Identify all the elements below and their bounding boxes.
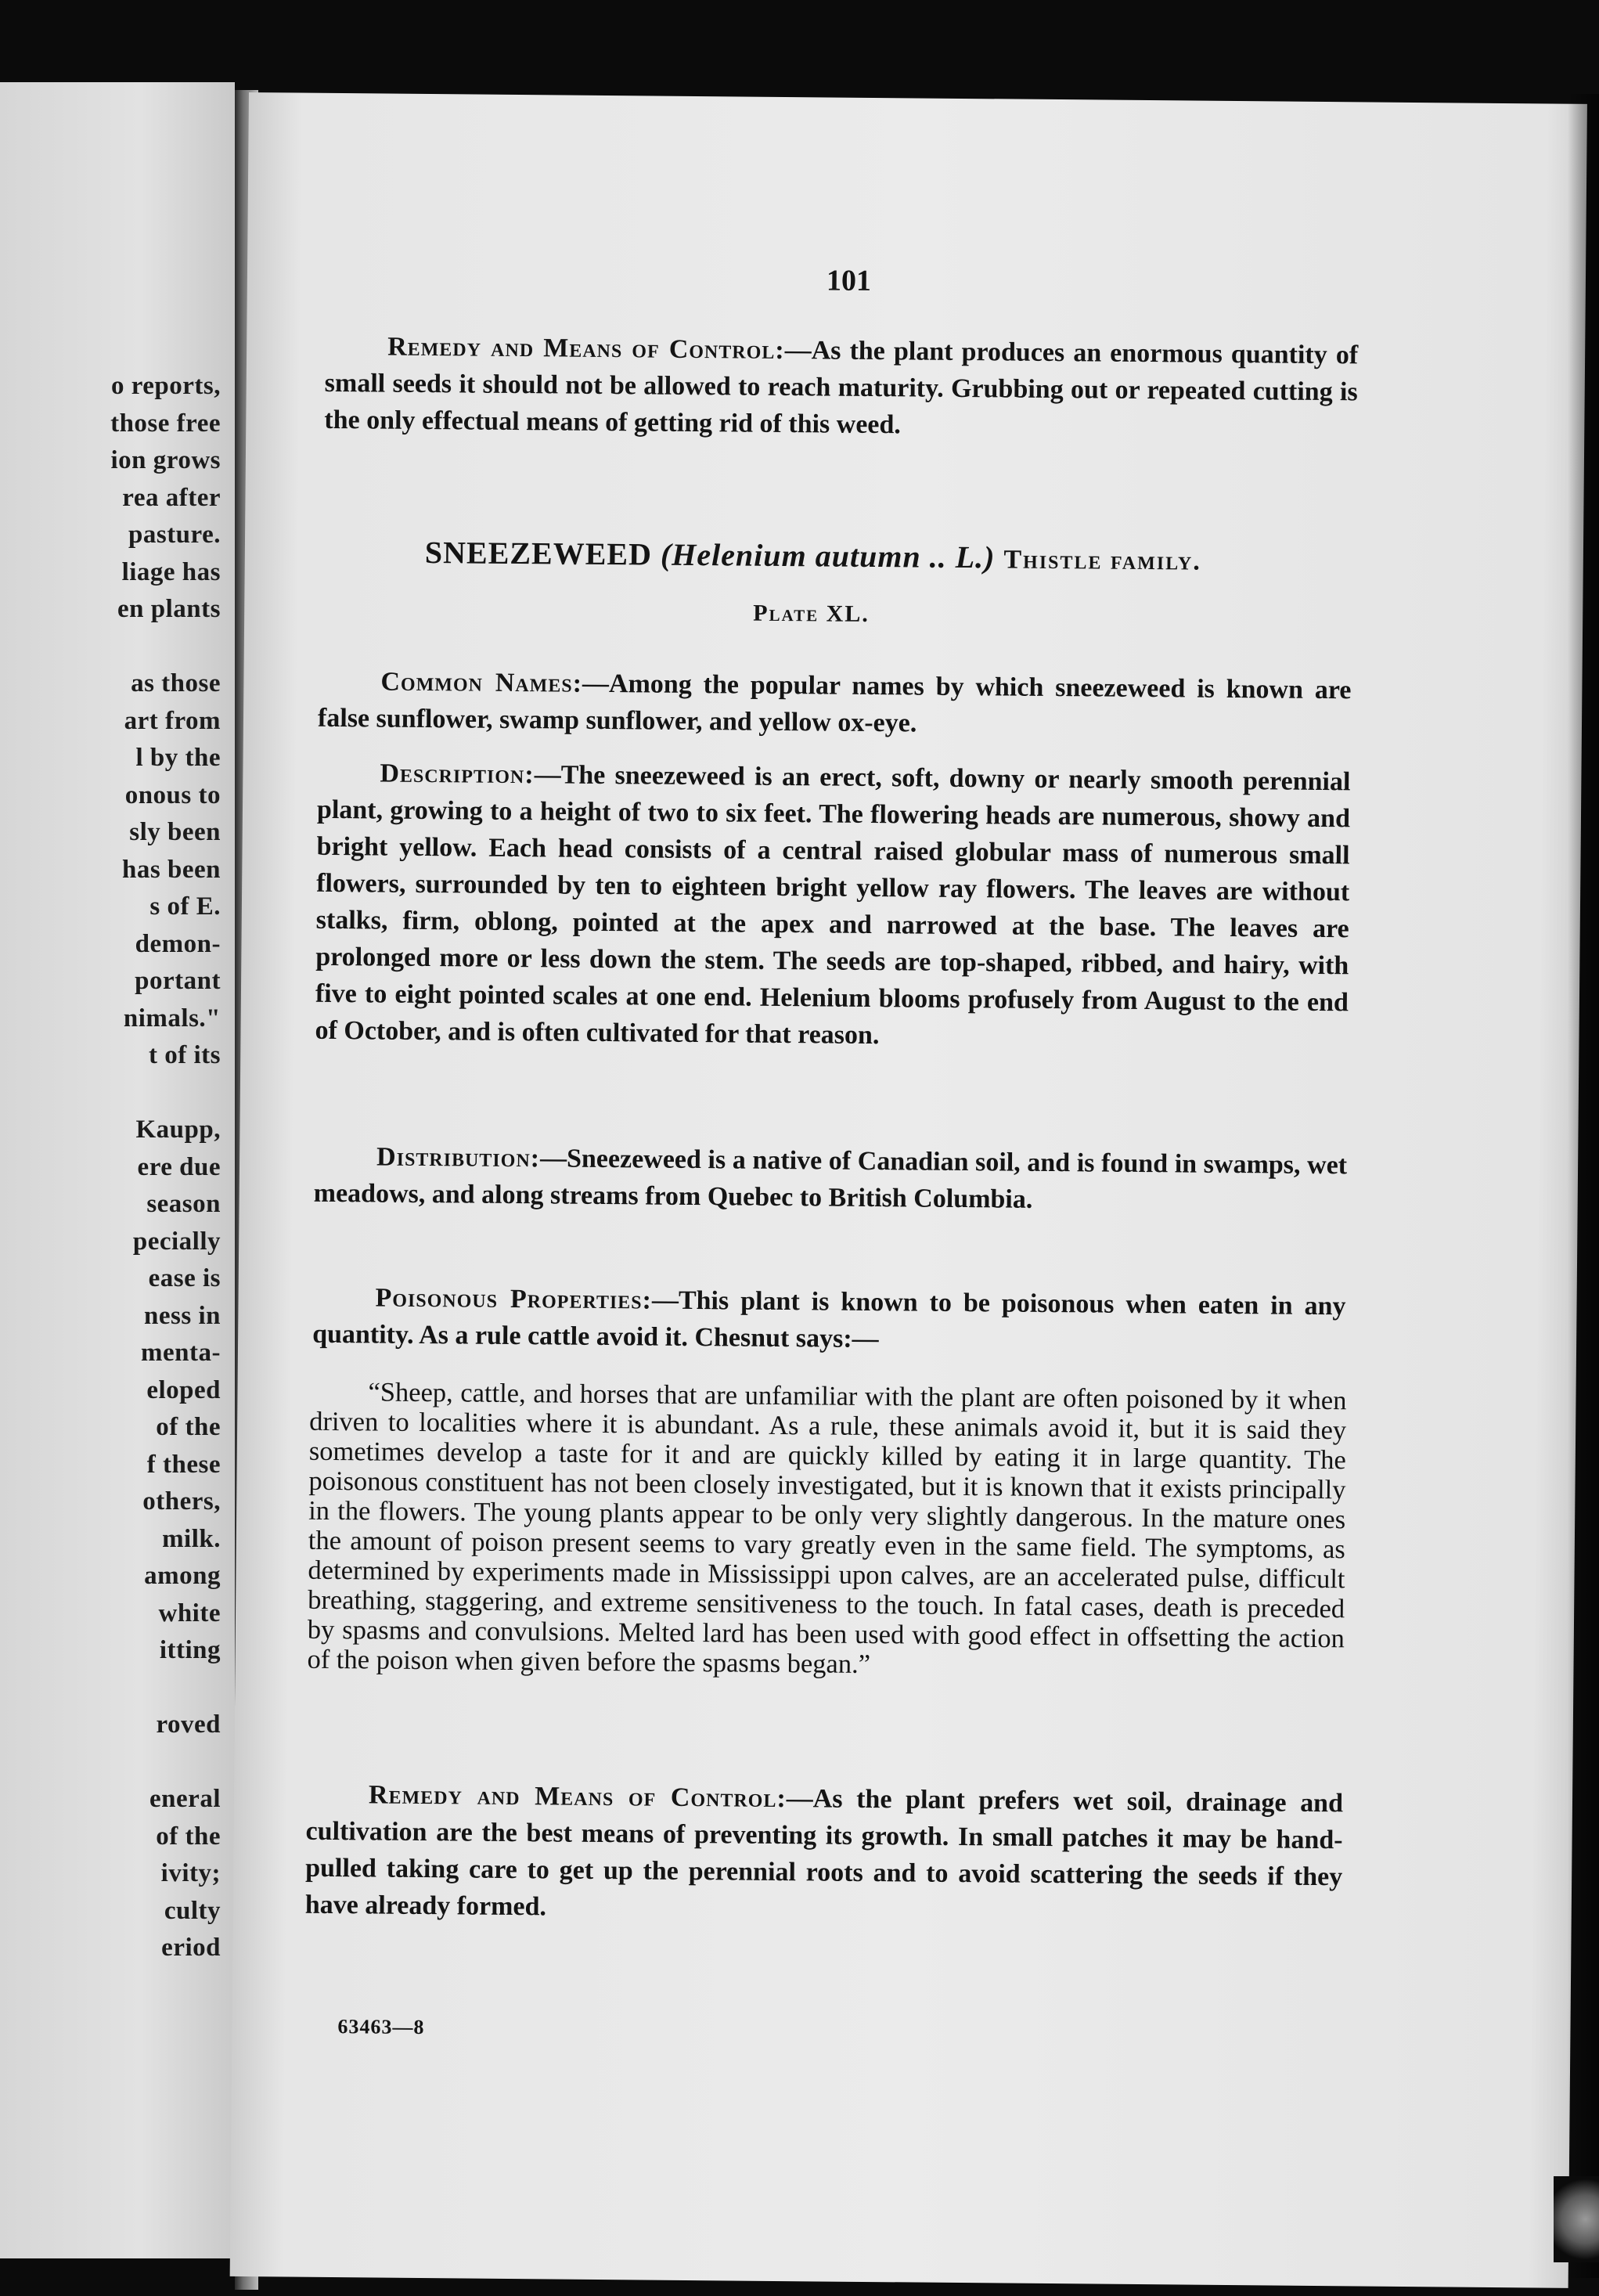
left-page-fragment: liage has bbox=[121, 557, 221, 586]
remedy-paragraph-2 bbox=[305, 1776, 1344, 1933]
left-page-text-fragments bbox=[110, 368, 221, 1967]
chesnut-quotation: “Sheep, cattle, and horses that are unfamiliar with the plant are often poisoned by it when driven to localities where it is abundant. As a rule, these animals avoid it, but it is said they sometimes develop a taste for it and are quickly killed by eating it in large quantity. The poisonous constituent has not been closely investigated, but it is known that it exists principally in the flowers. The young plants appear to be only very slightly dangerous. In the mature ones the amount of poison present seems to vary greatly even in the same field. The symptoms, as determined by experiments made in Mississippi upon calves, are an accelerated pulse, difficult breathing, staggering, and extreme sensitiveness to the touch. In fatal cases, death is preceded by spasms and convulsions. Melted lard has been used with good effect in offsetting the action of the poison when given before the spasms began.” bbox=[307, 1377, 1347, 1680]
left-page-fragment: roved bbox=[156, 1710, 221, 1739]
right-page bbox=[230, 92, 1587, 2288]
left-page-fragment: ere due bbox=[137, 1152, 221, 1181]
common-names-text: —Among the popular names by which sneezeweed is known are false sunflower, swamp sunflower, and yellow ox-eye. bbox=[317, 669, 1352, 738]
poisonous-properties-paragraph bbox=[312, 1279, 1346, 1362]
left-page-fragment: l by the bbox=[135, 744, 221, 772]
page-number: 101 bbox=[826, 264, 872, 297]
left-page-fragment: has been bbox=[122, 855, 221, 884]
section-title bbox=[425, 534, 1201, 578]
plant-name: SNEEZEWEED bbox=[424, 534, 653, 572]
left-page-fragment: menta- bbox=[141, 1339, 221, 1367]
left-page-fragment: sly been bbox=[129, 818, 221, 846]
distribution-paragraph bbox=[314, 1138, 1348, 1221]
remedy-text-1: —As the plant produces an enormous quantity of small seeds it should not be allowed to reach maturity. Grubbing out or repeated cutting is the only effectual means of getting rid of this weed. bbox=[324, 335, 1359, 440]
left-page-fragment: of the bbox=[156, 1413, 221, 1441]
scan-artifact bbox=[1554, 2176, 1599, 2262]
left-page-fragment bbox=[110, 1744, 221, 1782]
left-page-fragment: onous to bbox=[124, 780, 221, 809]
left-page-fragment: Kaupp, bbox=[135, 1116, 221, 1144]
plant-family: Thistle family. bbox=[1003, 545, 1201, 576]
left-page-fragment: en plants bbox=[117, 595, 221, 623]
left-page-fragment: nimals." bbox=[123, 1004, 221, 1033]
remedy-paragraph-1 bbox=[324, 328, 1358, 448]
left-page-fragment: among bbox=[144, 1562, 221, 1590]
left-page-fragment: pecially bbox=[132, 1227, 221, 1256]
left-page-fragment: milk. bbox=[162, 1524, 221, 1553]
left-page-fragment: pasture. bbox=[128, 521, 221, 549]
left-page-fragment: eloped bbox=[146, 1375, 221, 1404]
left-page-fragment: ease is bbox=[148, 1264, 221, 1292]
left-page-fragment: season bbox=[146, 1190, 221, 1218]
left-page-fragment: o reports, bbox=[110, 372, 221, 400]
left-page-fragment bbox=[110, 629, 221, 666]
left-page-fragment: as those bbox=[131, 669, 221, 697]
left-page-fragment: rea after bbox=[122, 483, 221, 512]
left-page bbox=[0, 82, 235, 2258]
left-page-fragment bbox=[110, 1075, 221, 1112]
common-names-paragraph bbox=[318, 663, 1352, 746]
left-page-fragment: culty bbox=[164, 1896, 221, 1925]
remedy-heading-2: Remedy and Means of Control: bbox=[368, 1780, 787, 1814]
description-paragraph bbox=[315, 755, 1350, 1058]
left-page-fragment: portant bbox=[135, 967, 221, 995]
left-page-fragment bbox=[110, 1670, 221, 1707]
left-page-fragment: f these bbox=[146, 1450, 221, 1479]
left-page-fragment: those free bbox=[110, 409, 221, 438]
left-page-fragment: ivity; bbox=[160, 1859, 221, 1887]
poisonous-properties-text: —This plant is known to be poisonous when eaten in any quantity. As a rule cattle avoid it. Chesnut says:— bbox=[312, 1285, 1346, 1354]
left-page-fragment: s of E. bbox=[149, 892, 221, 921]
description-heading: Description: bbox=[380, 759, 535, 790]
left-page-fragment: eneral bbox=[149, 1785, 221, 1813]
remedy-heading-1: Remedy and Means of Control: bbox=[387, 332, 785, 365]
left-page-fragment: itting bbox=[159, 1636, 221, 1664]
description-text: —The sneezeweed is an erect, soft, downy or nearly smooth perennial plant, growing to a height of two to six feet. The flowering heads are numerous, showy and bright yellow. Each head consists of a central raised globular mass of numerous small flowers, surrounded by ten to eighteen bright yellow ray flowers. The leaves are without stalks, firm, oblong, pointed at the apex and narrowed at the base. The leaves are prolonged more or less down the stem. The seeds are top-shaped, ribbed, and hairy, with five to eight pointed scales at one end. Helenium blooms profusely from August to the end of October, and is often cultivated for that reason. bbox=[315, 760, 1351, 1051]
left-page-fragment: white bbox=[158, 1599, 221, 1627]
poisonous-properties-heading: Poisonous Properties: bbox=[375, 1283, 653, 1315]
plate-label: Plate XL. bbox=[753, 600, 870, 627]
distribution-heading: Distribution: bbox=[376, 1142, 541, 1173]
left-page-fragment: others, bbox=[142, 1487, 221, 1516]
remedy-text-2: —As the plant prefers wet soil, drainage and cultivation are the best means of preventing its growth. In small patches it may be hand-pulled taking care to get up the perennial roots and to avoid scattering the seeds if they have already formed. bbox=[304, 1784, 1344, 1922]
printer-signature-code: 63463—8 bbox=[337, 2015, 425, 2039]
left-page-fragment: art from bbox=[124, 706, 221, 735]
distribution-text: —Sneezeweed is a native of Canadian soil, and is found in swamps, wet meadows, and along streams from Quebec to British Columbia. bbox=[313, 1144, 1348, 1214]
left-page-fragment: t of its bbox=[149, 1041, 221, 1069]
left-page-fragment: eriod bbox=[161, 1934, 221, 1962]
left-page-fragment: of the bbox=[156, 1822, 221, 1851]
scientific-name: (Helenium autumn .. L.) bbox=[660, 536, 996, 575]
page-edge-shadow bbox=[1568, 94, 1599, 2278]
left-page-fragment: demon- bbox=[135, 929, 221, 958]
left-page-fragment: ion grows bbox=[110, 446, 221, 474]
left-page-fragment: ness in bbox=[144, 1301, 221, 1330]
common-names-heading: Common Names: bbox=[380, 667, 583, 698]
